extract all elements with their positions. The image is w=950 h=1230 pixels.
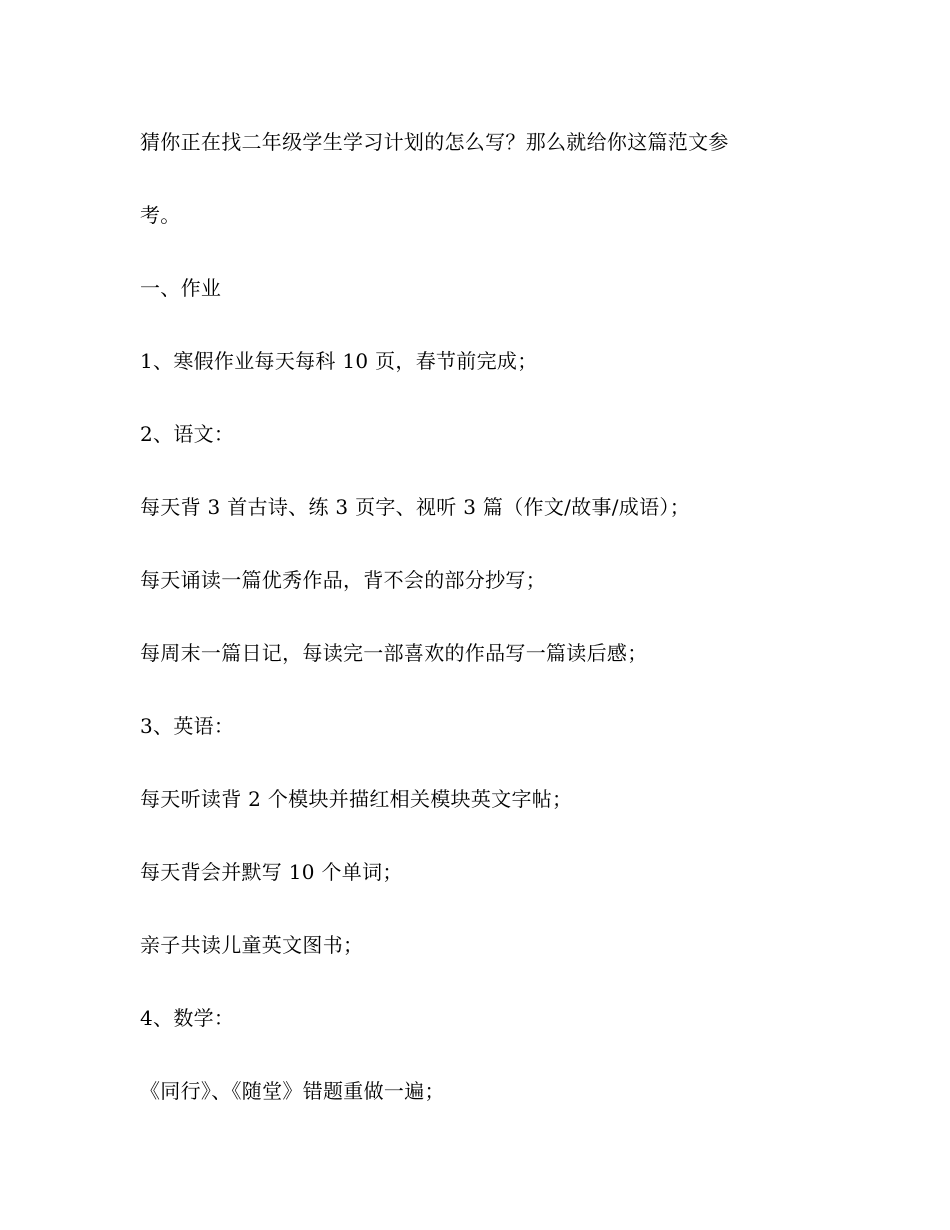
item-english-heading: 3、英语： [140,714,235,738]
chinese-task-3: 每周末一篇日记，每读完一部喜欢的作品写一篇读后感； [140,641,648,665]
intro-line-1: 猜你正在找二年级学生学习计划的怎么写？那么就给你这篇范文参 [140,130,729,154]
item-math-heading: 4、数学： [140,1006,235,1030]
intro-line-2: 考。 [140,203,181,227]
math-task-1: 《同行》、《随堂》错题重做一遍； [140,1079,445,1103]
chinese-task-2: 每天诵读一篇优秀作品，背不会的部分抄写； [140,568,546,592]
english-task-1: 每天听读背 2 个模块并描红相关模块英文字帖； [140,787,573,811]
english-task-3: 亲子共读儿童英文图书； [140,933,364,957]
section-heading-homework: 一、作业 [140,276,222,300]
english-task-2: 每天背会并默写 10 个单词； [140,860,403,884]
item-chinese-heading: 2、语文： [140,422,235,446]
item-winter-homework: 1、寒假作业每天每科 10 页，春节前完成； [140,349,538,373]
chinese-task-1: 每天背 3 首古诗、练 3 页字、视听 3 篇（作文/故事/成语）； [140,495,690,519]
